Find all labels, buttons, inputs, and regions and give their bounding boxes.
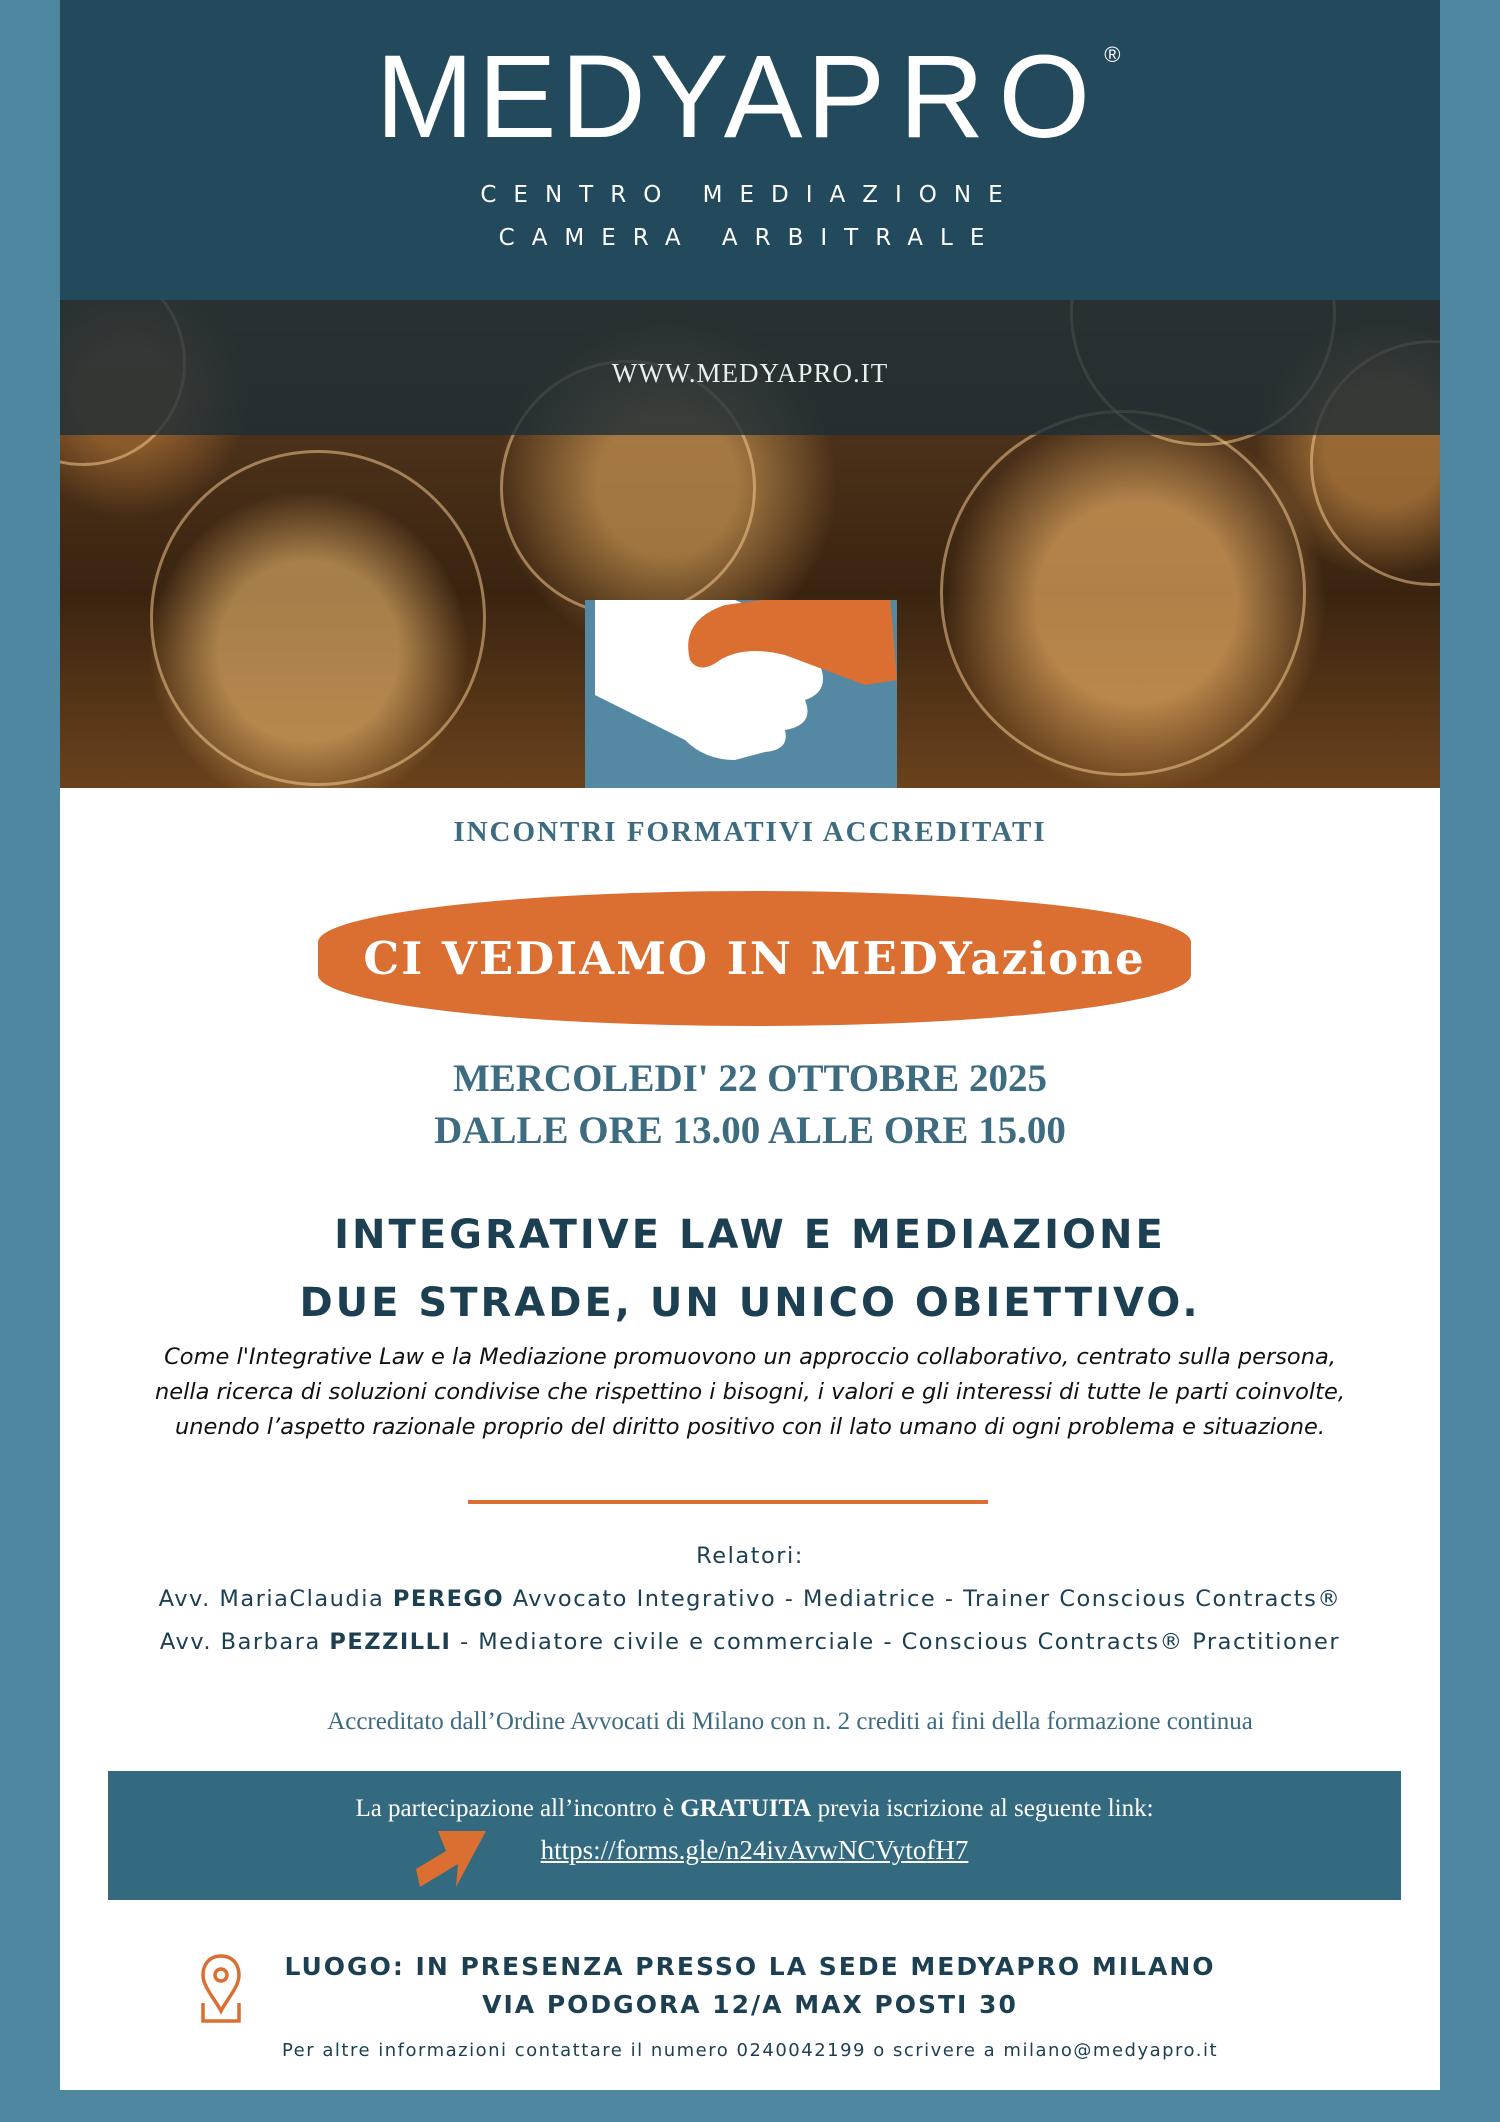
- handshake-panel: [585, 600, 897, 788]
- description-line: Come l'Integrative Law e la Mediazione promuovono un approccio collaborativo, centrato sulla persona,: [164, 1344, 1336, 1370]
- speaker-1: Avv. MariaClaudia PEREGO Avvocato Integrativo - Mediatrice - Trainer Conscious Contracts®: [158, 1586, 1342, 1612]
- website-text: WWW.MEDYAPRO.IT: [611, 358, 889, 388]
- event-title-line-1: INTEGRATIVE LAW E MEDIAZIONE: [334, 1212, 1166, 1258]
- event-banner: [318, 891, 1191, 1026]
- location-line-1: LUOGO: IN PRESENZA PRESSO LA SEDE MEDYAPRO MILANO: [284, 1952, 1216, 1981]
- event-banner-text: CI VEDIAMO IN MEDYazione: [363, 932, 1146, 985]
- description-line: unendo l’aspetto razionale proprio del diritto positivo con il lato umano di ogni problema e situazione.: [174, 1414, 1326, 1440]
- description-line: nella ricerca di soluzioni condivise che rispettino i bisogni, i valori e gli interessi di tutte le parti coinvolte,: [154, 1379, 1345, 1405]
- event-date: MERCOLEDI' 22 OTTOBRE 2025: [452, 1057, 1048, 1100]
- divider: [468, 1500, 988, 1504]
- contact-info: Per altre informazioni contattare il numero 0240042199 o scrivere a milano@medyapro.it: [281, 2040, 1219, 2061]
- content: [60, 788, 1440, 2090]
- registration-text: La partecipazione all’incontro è GRATUITA previa iscrizione al seguente link:: [355, 1795, 1154, 1822]
- hero-image: [60, 300, 1440, 788]
- registration-box: [108, 1771, 1401, 1900]
- medyapro-logo: MEDYAPRO®: [375, 31, 1125, 163]
- event-time: DALLE ORE 13.00 ALLE ORE 15.00: [434, 1109, 1066, 1152]
- tagline-mediation: CENTRO MEDIAZIONE: [480, 182, 1020, 208]
- hero-overlay: [60, 300, 1440, 435]
- registration-link[interactable]: https://forms.gle/n24ivAvwNCVytofH7: [540, 1835, 969, 1865]
- event-title-line-2: DUE STRADE, UN UNICO OBIETTIVO.: [299, 1280, 1201, 1326]
- accreditation-text: Accreditato dall’Ordine Avvocati di Milano con n. 2 crediti ai fini della formazione continua: [327, 1708, 1253, 1735]
- event-description: [60, 1340, 1440, 1445]
- speakers-label: Relatori:: [696, 1543, 804, 1569]
- event-kicker: INCONTRI FORMATIVI ACCREDITATI: [453, 816, 1047, 848]
- header: [60, 0, 1440, 300]
- speaker-2: Avv. Barbara PEZZILLI - Mediatore civile e commerciale - Conscious Contracts® Practitioner: [159, 1629, 1341, 1655]
- handshake-icon: [585, 600, 897, 788]
- tagline-arbitration: CAMERA ARBITRALE: [498, 225, 1002, 251]
- location-line-2: VIA PODGORA 12/A MAX POSTI 30: [482, 1990, 1018, 2019]
